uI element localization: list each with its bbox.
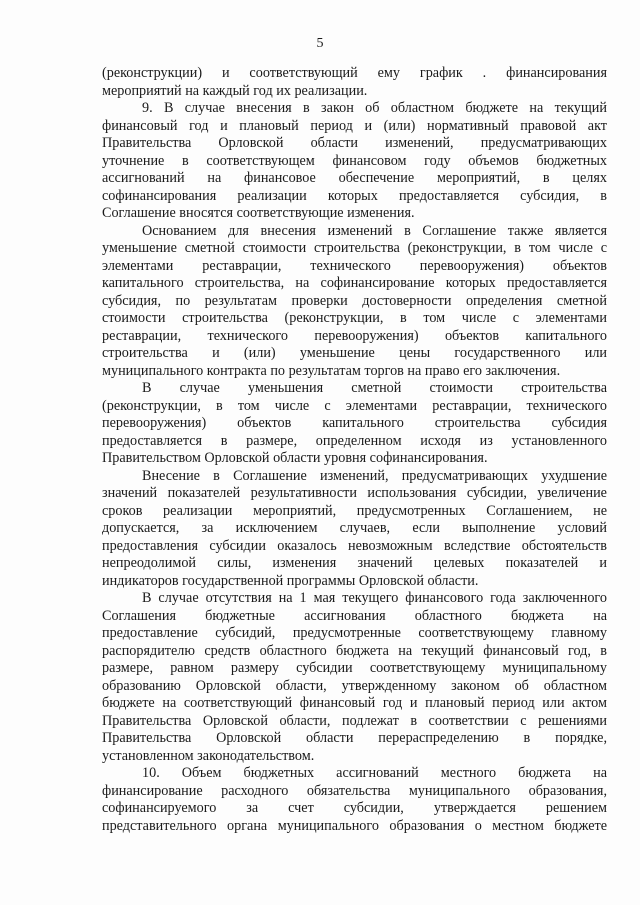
text-line: В случае отсутствия на 1 мая текущего финансового года заключенного	[142, 590, 607, 606]
text-line: уточнение в соответствующем финансовом году объемов бюджетных	[102, 152, 607, 169]
text-line: софинансирования реализации которых предоставляется субсидия, в	[102, 187, 607, 204]
text-line: Внесение в Соглашение изменений, предусматривающих ухудшение	[142, 467, 607, 484]
text-line: (реконструкции) и соответствующий ему график . финансирования	[102, 65, 607, 81]
text-line: муниципального контракта по результатам торгов на право его заключения.	[102, 362, 561, 379]
text-line: Соглашение вносятся соответствующие изменения.	[102, 205, 415, 221]
text-line: распорядителю средств областного бюджета на текущий финансовый год, в	[102, 642, 607, 659]
text-line: образованию Орловской области, утвержденному законом об областном	[102, 677, 607, 694]
text-line: мероприятий на каждый год их реализации.	[102, 82, 368, 99]
text-line: перевооружения) объектов капитального строительства субсидия	[102, 415, 607, 431]
text-line: строительства и (или) уменьшение цены государственного или	[102, 345, 607, 361]
text-line: сроков реализации мероприятий, предусмотренных Соглашением, не	[102, 502, 607, 519]
text-line: 9. В случае внесения в закон об областном бюджете на текущий	[142, 100, 607, 116]
text-line: представительного органа муниципального образования о местном бюджете	[102, 817, 607, 834]
text-line: капитального строительства, на софинансирование которых предоставляется	[102, 275, 607, 291]
text-line: размере, равном размеру субсидии соответствующему муниципальному	[102, 660, 607, 676]
text-line: В случае уменьшения сметной стоимости строительства	[142, 380, 607, 396]
text-line: Правительства Орловской области изменений, предусматривающих	[102, 135, 607, 151]
text-line: Соглашения бюджетные ассигнования областного бюджета на	[102, 607, 607, 624]
text-line: 10. Объем бюджетных ассигнований местного бюджета на	[142, 765, 607, 781]
text-line: предоставляется в размере, определенном исходя из установленного	[102, 432, 607, 449]
text-line: реставрации, технического перевооружения) объектов капитального	[102, 327, 607, 344]
text-line: (реконструкции, в том числе с элементами реставрации, технического	[102, 397, 607, 414]
text-line: значений показателей результативности использования субсидии, увеличение	[102, 485, 607, 501]
text-line: непреодолимой силы, изменения значений целевых показателей и	[102, 555, 607, 571]
text-line: софинансируемого за счет субсидии, утверждается решением	[102, 800, 607, 816]
text-line: Правительства Орловской области, подлежат в соответствии с решениями	[102, 712, 607, 729]
text-line: индикаторов государственной программы Орловской области.	[102, 572, 479, 589]
page-number: 5	[316, 36, 324, 51]
text-line: ассигнований на финансовое обеспечение мероприятий, в целях	[102, 170, 607, 186]
text-line: элементами реставрации, технического перевооружения) объектов	[102, 257, 607, 274]
text-line: стоимости строительства (реконструкции, в том числе с элементами	[102, 310, 607, 326]
text-line: установленном законодательством.	[102, 747, 315, 764]
text-line: Правительством Орловской области уровня софинансирования.	[102, 450, 488, 466]
text-line: уменьшение сметной стоимости строительства (реконструкции, в том числе с	[102, 240, 607, 256]
text-line: бюджете на соответствующий финансовый год и плановый период или актом	[102, 695, 607, 711]
text-line: предоставления субсидии оказалось невозможным вследствие обстоятельств	[102, 537, 607, 554]
text-line: допускается, за исключением случаев, если выполнение условий	[102, 520, 607, 536]
document-body	[102, 65, 607, 835]
text-line: финансовый год и плановый период и (или) нормативный правовой акт	[102, 117, 607, 134]
text-line: предоставление субсидий, предусмотренные соответствующему главному	[102, 625, 607, 641]
text-line: субсидия, по результатам проверки достоверности определения сметной	[102, 292, 607, 309]
text-line: финансирование расходного обязательства муниципального образования,	[102, 782, 607, 799]
text-line: Основанием для внесения изменений в Соглашение также является	[142, 222, 607, 239]
text-line: Правительства Орловской области перераспределению в порядке,	[102, 730, 607, 746]
